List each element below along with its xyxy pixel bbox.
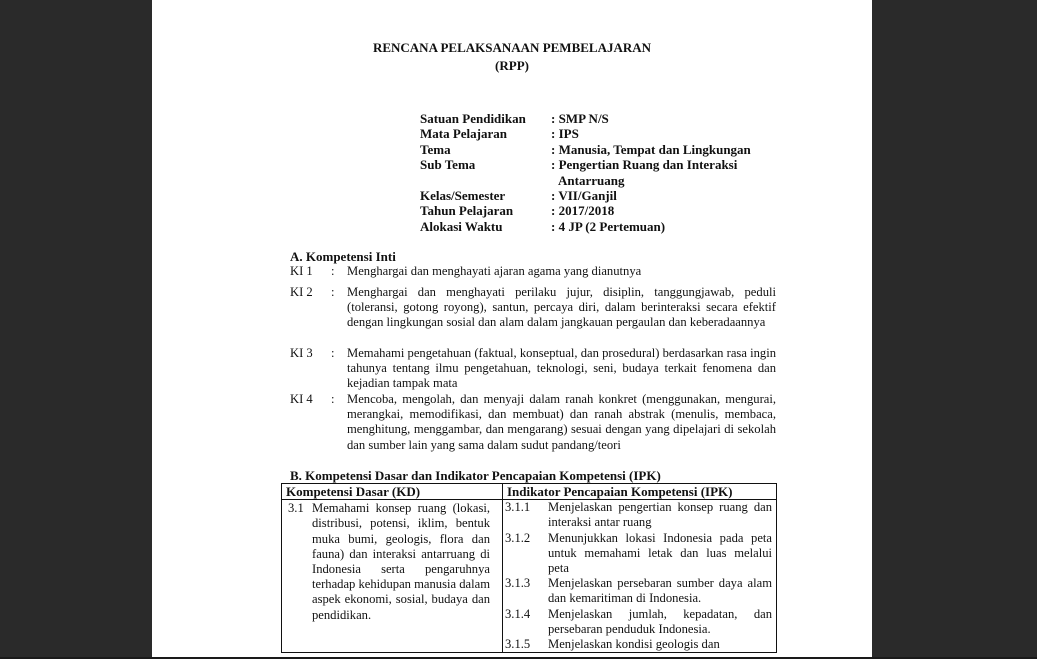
ki-label: KI 2 <box>290 285 313 299</box>
meta-key: Tema <box>420 141 451 157</box>
meta-value: : Manusia, Tempat dan Lingkungan <box>551 141 751 157</box>
identity-block <box>420 111 771 234</box>
table-row <box>282 500 777 653</box>
meta-row <box>420 188 771 203</box>
ipk-text: Menjelaskan persebaran sumber daya alam dan kemaritiman di Indonesia. <box>548 576 772 606</box>
meta-value: : VII/Ganjil <box>551 188 617 204</box>
ipk-cell <box>503 500 777 653</box>
meta-key: Tahun Pelajaran <box>420 203 514 219</box>
meta-value: : 4 JP (2 Pertemuan) <box>551 218 666 234</box>
ki-text: Menghargai dan menghayati ajaran agama yang dianutnya <box>347 264 642 278</box>
meta-value: : 2017/2018 <box>551 203 615 219</box>
kd-ipk-table <box>281 483 777 653</box>
ki-item <box>290 346 776 392</box>
ipk-text: Menjelaskan jumlah, kepadatan, dan persebaran penduduk Indonesia. <box>548 606 772 636</box>
ki-colon: : <box>331 346 335 360</box>
ki-item <box>290 392 776 453</box>
ipk-item <box>503 531 776 577</box>
ki-label: KI 3 <box>290 346 313 360</box>
meta-key: Satuan Pendidikan <box>420 111 526 126</box>
ipk-item <box>503 637 776 652</box>
header-ipk: Indikator Pencapaian Kompetensi (IPK) <box>503 484 777 500</box>
ipk-item <box>503 500 776 530</box>
meta-key: Mata Pelajaran <box>420 126 508 142</box>
ipk-text: Menjelaskan kondisi geologis dan <box>548 637 720 652</box>
ipk-number: 3.1.5 <box>505 637 531 652</box>
meta-row <box>420 126 771 141</box>
meta-row <box>420 111 771 126</box>
meta-row <box>420 157 771 188</box>
ki-label: KI 1 <box>290 264 313 278</box>
meta-key: Sub Tema <box>420 157 476 173</box>
meta-key: Kelas/Semester <box>420 188 506 204</box>
ki-colon: : <box>331 392 335 406</box>
document-page <box>152 0 872 657</box>
ki-text: Mencoba, mengolah, dan menyaji dalam ranah konkret (menggunakan, mengurai, merangkai, memodifikasi, dan membuat) dan ranah abstrak (menulis, membaca, menghitung, menggambar, dan mengarang) sesuai dengan yang dipelajari di sekolah dan sumber lain yang sama dalam sudut pandang/teori <box>347 392 776 452</box>
table-header-row <box>282 484 777 500</box>
meta-value: : SMP N/S <box>551 111 609 126</box>
ipk-number: 3.1.4 <box>505 606 531 621</box>
kd-text: Memahami konsep ruang (lokasi, distribusi, potensi, iklim, bentuk muka bumi, geologis, flora dan fauna) dan interaksi antarruang di Indonesia serta pengaruhnya terhadap kehidupan manusia dalam aspek ekonomi, sosial, budaya dan pendidikan. <box>312 501 490 622</box>
meta-row <box>420 203 771 218</box>
meta-row <box>420 219 771 234</box>
ipk-text: Menjelaskan pengertian konsep ruang dan interaksi antar ruang <box>548 500 772 530</box>
document-title: RENCANA PELAKSANAAN PEMBELAJARAN <box>372 40 652 55</box>
ki-text: Memahami pengetahuan (faktual, konseptual, dan prosedural) berdasarkan rasa ingin tahunya tentang ilmu pengetahuan, teknologi, seni, budaya terkait fenomena dan kejadian tampak mata <box>347 346 776 391</box>
meta-key: Alokasi Waktu <box>420 218 503 234</box>
ki-item <box>290 285 776 331</box>
section-a-heading: A. Kompetensi Inti <box>290 249 396 264</box>
ki-colon: : <box>331 264 335 278</box>
meta-value-line: : Pengertian Ruang dan Interaksi <box>551 157 738 173</box>
ki-text: Menghargai dan menghayati perilaku jujur, disiplin, tanggungjawab, peduli (toleransi, gotong royong), santun, percaya diri, dalam berinteraksi secara efektif dengan lingkungan sosial dan alam dalam jangkauan pergaulan dan keberadaannya <box>347 285 776 330</box>
ipk-item <box>503 576 776 606</box>
ipk-number: 3.1.2 <box>505 530 531 545</box>
header-kd: Kompetensi Dasar (KD) <box>282 484 503 500</box>
document-subtitle: (RPP) <box>495 58 529 73</box>
meta-value-continuation: Antarruang <box>558 172 625 188</box>
ipk-item <box>503 607 776 637</box>
section-b-heading: B. Kompetensi Dasar dan Indikator Pencapaian Kompetensi (IPK) <box>290 468 661 483</box>
ipk-number: 3.1.1 <box>505 500 531 515</box>
ipk-text: Menunjukkan lokasi Indonesia pada peta untuk memahami letak dan luas melalui peta <box>548 530 772 576</box>
kd-cell <box>282 500 503 653</box>
ki-label: KI 4 <box>290 392 313 406</box>
meta-value: : IPS <box>551 126 579 142</box>
kd-number: 3.1 <box>288 501 304 516</box>
ki-colon: : <box>331 285 335 299</box>
meta-row <box>420 142 771 157</box>
meta-value <box>551 157 771 188</box>
ipk-number: 3.1.3 <box>505 576 531 591</box>
ki-item <box>290 264 776 279</box>
